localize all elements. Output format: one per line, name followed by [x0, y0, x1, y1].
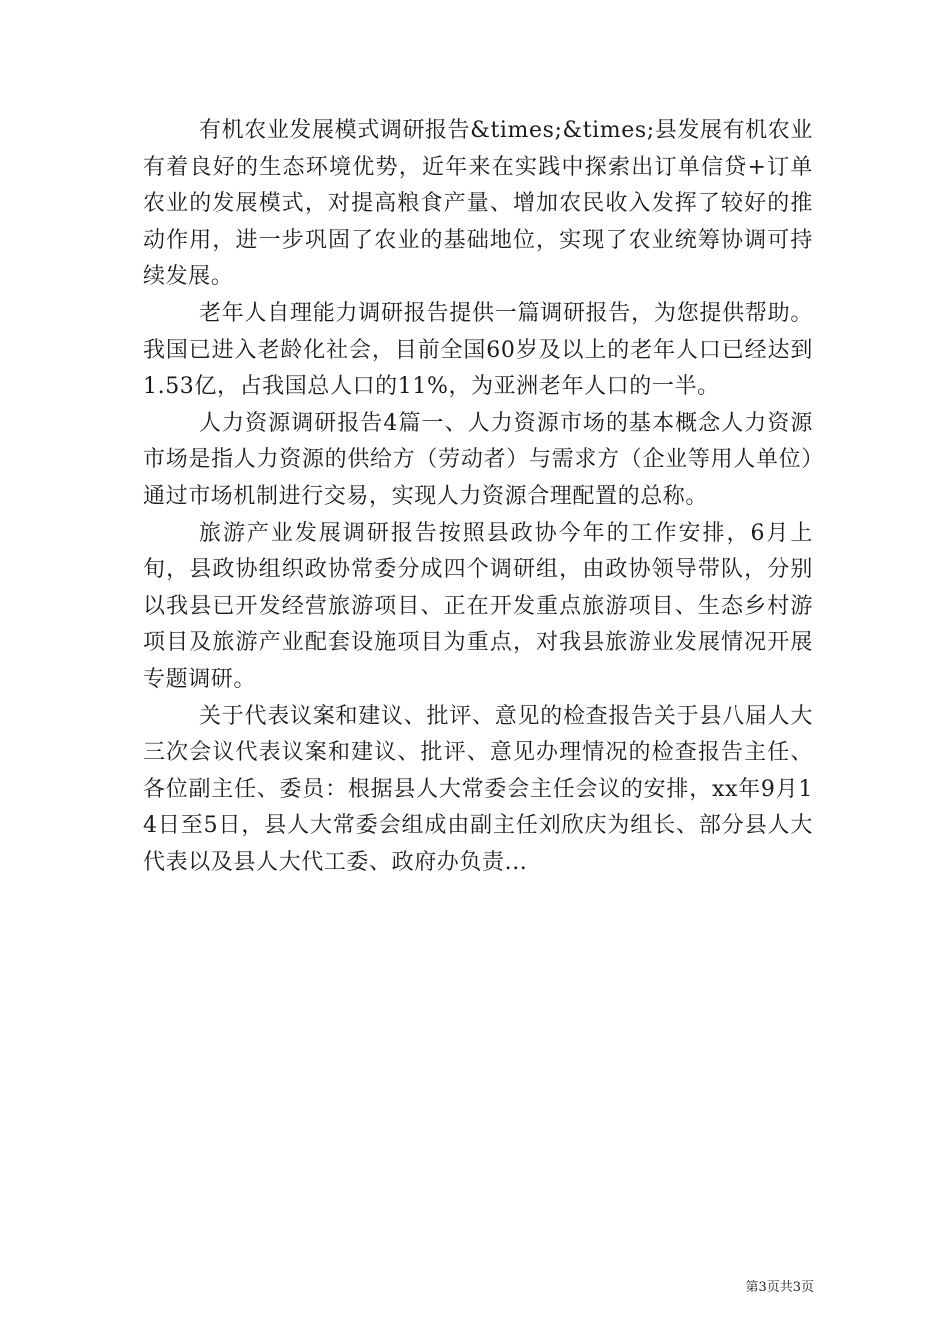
paragraph-elderly-self-care: 老年人自理能力调研报告提供一篇调研报告，为您提供帮助。我国已进入老龄化社会，目前全国60岁及以上的老年人口已经达到1.53亿，占我国总人口的11%，为亚洲老年人口的一半。: [143, 300, 813, 400]
paragraph-human-resources: 人力资源调研报告4篇一、人力资源市场的基本概念人力资源市场是指人力资源的供给方（劳动者）与需求方（企业等用人单位）通过市场机制进行交易，实现人力资源合理配置的总称。: [143, 410, 813, 509]
page-number-footer: 第3页共3页: [745, 1280, 814, 1295]
paragraph-organic-agriculture: 有机农业发展模式调研报告&times;&times;县发展有机农业有着良好的生态环境优势，近年来在实践中探索出订单信贷+订单农业的发展模式，对提高粮食产量、增加农民收入发挥了较好的推动作用，进一步巩固了农业的基础地位，实现了农业统筹协调可持续发展。: [143, 118, 813, 290]
paragraph-tourism-industry: 旅游产业发展调研报告按照县政协今年的工作安排，6月上旬，县政协组织政协常委分成四个调研组，由政协领导带队，分别以我县已开发经营旅游项目、正在开发重点旅游项目、生态乡村游项目及旅游产业配套设施项目为重点，对我县旅游业发展情况开展专题调研。: [143, 520, 813, 692]
document-body: [143, 113, 813, 881]
paragraph-inspection-report: 关于代表议案和建议、批评、意见的检查报告关于县八届人大三次会议代表议案和建议、批评、意见办理情况的检查报告主任、各位副主任、委员：根据县人大常委会主任会议的安排，xx年9月14日至5日，县人大常委会组成由副主任刘欣庆为组长、部分县人大代表以及县人大代工委、政府办负责...: [143, 703, 813, 875]
